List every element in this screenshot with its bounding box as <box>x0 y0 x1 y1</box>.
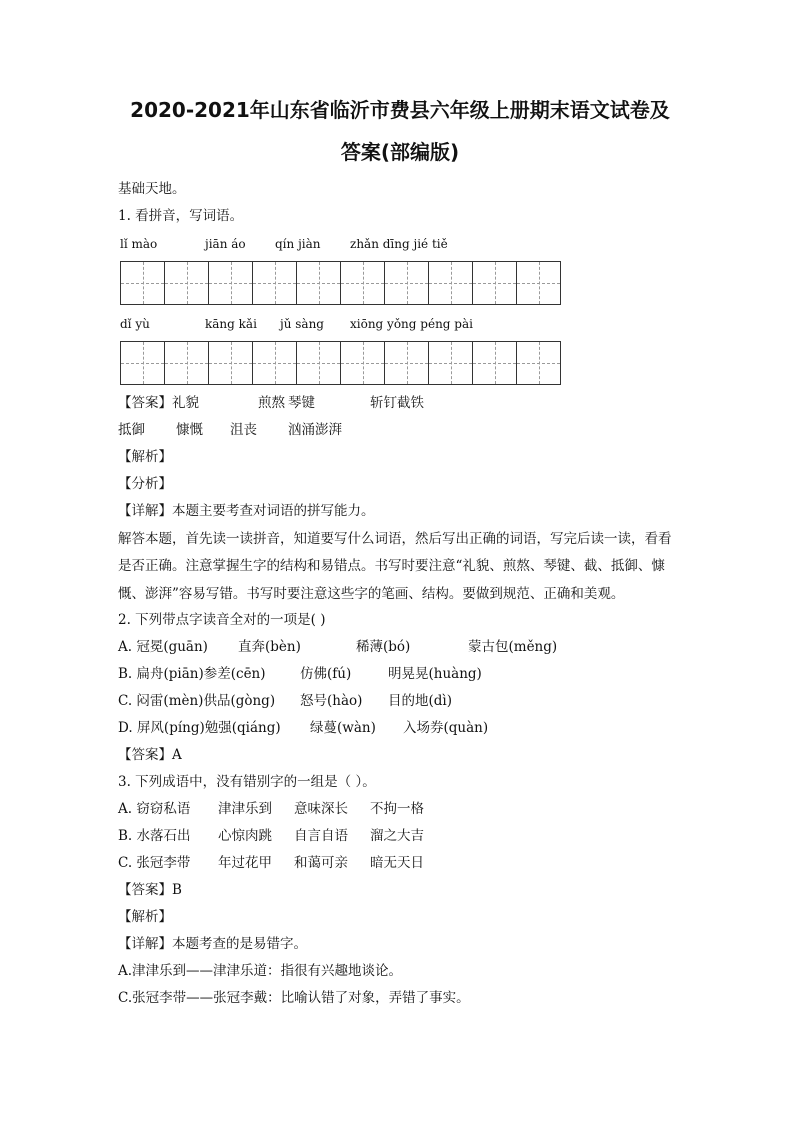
document-title-line2: 答案(部编版) <box>340 140 460 164</box>
option-text: A. 窃窃私语 <box>118 801 191 817</box>
option-text: 入场券(quàn) <box>403 720 489 736</box>
writing-cell[interactable] <box>297 261 341 305</box>
option-text: 年过花甲 <box>218 855 272 871</box>
answer-word: 汹涌澎湃 <box>288 422 342 438</box>
option-text: 直奔(bèn) <box>238 639 301 655</box>
pinyin-item: jǔ sàng <box>280 317 324 331</box>
option-text: 溜之大吉 <box>370 828 424 844</box>
writing-grid-1 <box>120 261 561 305</box>
writing-cell[interactable] <box>341 261 385 305</box>
option-text: B. 水落石出 <box>118 828 191 844</box>
document-title-line1: 2020-2021年山东省临沂市费县六年级上册期末语文试卷及 <box>130 98 670 122</box>
pinyin-item: jiān áo <box>205 237 246 251</box>
writing-cell[interactable] <box>385 341 429 385</box>
option-text: 自言自语 <box>294 828 348 844</box>
q2-stem: 2. 下列带点字读音全对的一项是( ) <box>118 612 326 628</box>
q3-stem: 3. 下列成语中，没有错别字的一组是（ ）。 <box>118 774 376 790</box>
writing-cell[interactable] <box>429 341 473 385</box>
option-text: 不拘一格 <box>370 801 424 817</box>
option-text: 暗无天日 <box>370 855 424 871</box>
pinyin-item: dǐ yù <box>120 317 150 331</box>
option-text: 蒙古包(měng) <box>468 639 558 655</box>
q3-option-c <box>118 854 678 872</box>
q3-answer: 【答案】B <box>118 882 182 898</box>
writing-cell[interactable] <box>209 341 253 385</box>
writing-cell[interactable] <box>121 341 165 385</box>
option-text: A. 冠冕(guān) <box>118 639 208 655</box>
q3-option-b <box>118 827 678 845</box>
option-text: 和蔼可亲 <box>294 855 348 871</box>
option-text: C. 闷雷(mèn)供品(gòng) <box>118 693 276 709</box>
q2-option-b <box>118 665 678 683</box>
writing-cell[interactable] <box>473 261 517 305</box>
answer-word: 沮丧 <box>230 422 257 438</box>
q3-note-c: C.张冠李带——张冠李戴：比喻认错了对象，弄错了事实。 <box>118 990 470 1006</box>
q2-answer: 【答案】A <box>118 747 182 763</box>
option-text: 明晃晃(huàng) <box>388 666 482 682</box>
pinyin-item: lǐ mào <box>120 237 158 251</box>
option-text: 绿蔓(wàn) <box>310 720 376 736</box>
option-text: 仿佛(fú) <box>300 666 352 682</box>
option-text: 津津乐到 <box>218 801 272 817</box>
q3-jiexi: 【解析】 <box>118 909 172 925</box>
writing-cell[interactable] <box>165 341 209 385</box>
q2-option-a <box>118 638 678 656</box>
q1-answer-row2 <box>118 421 678 439</box>
writing-cell[interactable] <box>517 341 561 385</box>
writing-cell[interactable] <box>121 261 165 305</box>
option-text: 目的地(dì) <box>388 693 452 709</box>
option-text: 心惊肉跳 <box>218 828 272 844</box>
writing-cell[interactable] <box>253 261 297 305</box>
q1-answer-row1 <box>118 394 678 412</box>
writing-cell[interactable] <box>297 341 341 385</box>
answer-word: 抵御 <box>118 422 145 438</box>
pinyin-item: kāng kǎi <box>205 317 257 331</box>
option-text: C. 张冠李带 <box>118 855 191 871</box>
option-text: B. 扁舟(piān)参差(cēn) <box>118 666 266 682</box>
writing-cell[interactable] <box>209 261 253 305</box>
writing-cell[interactable] <box>473 341 517 385</box>
writing-cell[interactable] <box>165 261 209 305</box>
q2-option-d <box>118 719 678 737</box>
q1-detail: 【详解】本题主要考查对词语的拼写能力。 <box>118 503 375 519</box>
option-text: 稀薄(bó) <box>356 639 411 655</box>
option-text: 怒号(hào) <box>300 693 363 709</box>
section-heading: 基础天地。 <box>118 181 186 197</box>
answer-word: 斩钉截铁 <box>370 395 424 411</box>
q3-note-a: A.津津乐到——津津乐道：指很有兴趣地谈论。 <box>118 963 403 979</box>
answer-word: 琴键 <box>288 395 315 411</box>
answer-word: 【答案】礼貌 <box>118 395 199 411</box>
q1-jiexi: 【解析】 <box>118 449 172 465</box>
writing-cell[interactable] <box>341 341 385 385</box>
writing-cell[interactable] <box>429 261 473 305</box>
q1-explanation: 解答本题，首先读一读拼音，知道要写什么词语，然后写出正确的词语，写完后读一读，看看是否正确。注意掌握生字的结构和易错点。书写时要注意“礼貌、煎熬、琴键、截、抵御、慷慨、澎湃”容易写错。书写时要注意这些字的笔画、结构。要做到规范、正确和美观。 <box>118 531 672 602</box>
answer-word: 煎熬 <box>258 395 285 411</box>
option-text: D. 屏风(píng)勉强(qiáng) <box>118 720 281 736</box>
q3-option-a <box>118 800 678 818</box>
pinyin-item: qín jiàn <box>275 237 321 251</box>
pinyin-item: zhǎn dīng jié tiě <box>350 237 448 251</box>
pinyin-item: xiōng yǒng péng pài <box>350 317 473 331</box>
writing-grid-2 <box>120 341 561 385</box>
writing-cell[interactable] <box>385 261 429 305</box>
q1-fenxi: 【分析】 <box>118 476 172 492</box>
q2-option-c <box>118 692 678 710</box>
q1-stem: 1. 看拼音，写词语。 <box>118 208 244 224</box>
writing-cell[interactable] <box>517 261 561 305</box>
option-text: 意味深长 <box>294 801 348 817</box>
q3-detail: 【详解】本题考查的是易错字。 <box>118 936 307 952</box>
writing-cell[interactable] <box>253 341 297 385</box>
answer-word: 慷慨 <box>176 422 203 438</box>
